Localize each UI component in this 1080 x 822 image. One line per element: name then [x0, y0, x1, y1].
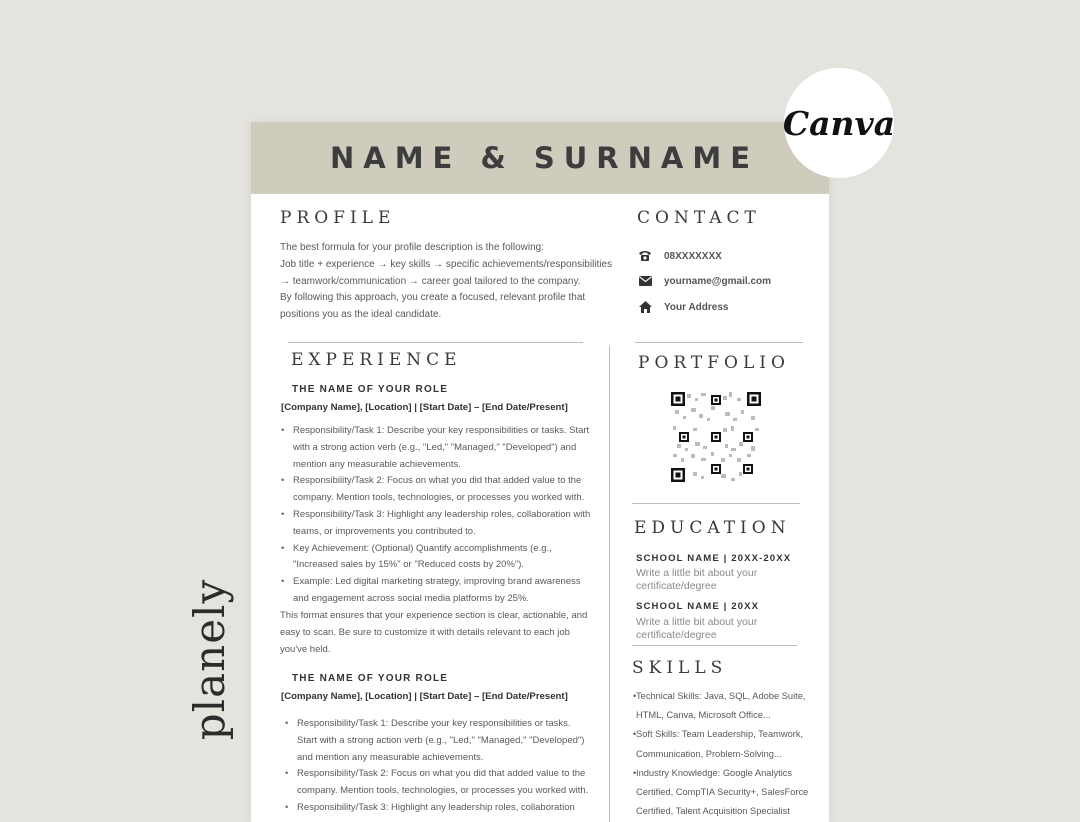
education-desc: Write a little bit about your certificate/degree [636, 616, 758, 641]
experience-company: [Company Name], [Location] | [Start Date] – [End Date/Present] [281, 402, 568, 413]
list-item: • Soft Skills: Team Leadership, Teamwork, Communication, Problem-Solving... [633, 729, 804, 759]
skills-title: SKILLS [632, 658, 728, 678]
skills-list [633, 687, 826, 821]
experience-role: THE NAME OF YOUR ROLE [292, 673, 449, 684]
divider [632, 503, 800, 504]
contact-address-text: Your Address [664, 301, 729, 313]
profile-line: positions you as the ideal candidate. [280, 309, 442, 321]
contact-title: CONTACT [637, 208, 761, 228]
education-school: SCHOOL NAME | 20XX-20XX [636, 553, 792, 564]
resume-name: NAME & SURNAME [329, 141, 759, 175]
canva-badge [784, 68, 894, 178]
list-item: • Responsibility/Task 3: Highlight any leadership roles, collaboration [285, 800, 605, 817]
list-item: • Responsibility/Task 3: Highlight any leadership roles, collaboration with teams, or improvements you contributed to. [281, 507, 606, 541]
experience-bullets [281, 423, 606, 608]
list-item: • Responsibility/Task 1: Describe your key responsibilities or tasks. Start with a strong action verb (e.g., "Led," "Managed," "Developed") and mention any measurable achievements. [281, 423, 606, 473]
contact-email [637, 273, 771, 289]
list-item: • Example: Led digital marketing strategy, improving brand awareness and engagement across social media platforms by 25%. [281, 574, 606, 608]
profile-line: The best formula for your profile description is the following: [280, 242, 545, 253]
profile-line: By following this approach, you create a focused, relevant profile that [280, 292, 586, 304]
contact-phone-text: 08XXXXXXX [664, 250, 722, 262]
contact-email-text: yourname@gmail.com [664, 275, 772, 287]
profile-line: → teamwork/communication → career goal tailored to the company. [280, 275, 581, 287]
education-title: EDUCATION [634, 518, 791, 538]
resume-page [251, 122, 829, 822]
contact-phone [637, 248, 722, 264]
list-item: • Industry Knowledge: Google Analytics Certified, CompTIA Security+, SalesForce Certified, Talent Acquisition Specialist [633, 767, 809, 817]
phone-icon [637, 249, 653, 263]
education-desc: Write a little bit about your certificate/degree [636, 567, 758, 592]
contact-address [637, 299, 728, 315]
experience-role: THE NAME OF YOUR ROLE [292, 384, 449, 395]
divider [632, 645, 797, 646]
experience-title: EXPERIENCE [291, 350, 462, 370]
profile-text [280, 240, 620, 324]
list-item: • Responsibility/Task 2: Focus on what you did that added value to the company. Mention tools, technologies, or processes you worked with. [281, 473, 606, 507]
home-icon [637, 300, 653, 314]
resume-header [251, 122, 829, 194]
list-item: • Technical Skills: Java, SQL, Adobe Suite, HTML, Canva, Microsoft Office... [633, 691, 806, 721]
divider [635, 342, 803, 343]
list-item: • Key Achievement: (Optional) Quantify accomplishments (e.g., "Increased sales by 15%" or "Reduced costs by 20%"). [281, 541, 606, 575]
divider [288, 342, 583, 343]
list-item: • Responsibility/Task 2: Focus on what you did that added value to the company. Mention tools, technologies, or processes you worked with. [285, 766, 605, 800]
experience-company: [Company Name], [Location] | [Start Date] – [End Date/Present] [281, 691, 568, 702]
profile-title: PROFILE [280, 208, 396, 228]
canva-badge-text: Canva [782, 103, 896, 143]
experience-note: This format ensures that your experience section is clear, actionable, and easy to scan. Be sure to customize it with details relevant to each job you've held. [280, 610, 588, 655]
education-school: SCHOOL NAME | 20XX [636, 601, 760, 612]
portfolio-qr-code [667, 388, 765, 486]
list-item: • Responsibility/Task 1: Describe your key responsibilities or tasks. Start with a strong action verb (e.g., "Led," "Managed," "Developed") and mention any measurable achievements. [285, 716, 605, 766]
mail-icon [637, 274, 653, 288]
brand-logo-text: planely [185, 578, 235, 740]
column-divider [609, 346, 610, 822]
profile-line: Job title + experience → key skills → specific achievements/responsibilities [280, 258, 613, 270]
experience-bullets [285, 716, 605, 817]
portfolio-title: PORTFOLIO [638, 353, 790, 373]
